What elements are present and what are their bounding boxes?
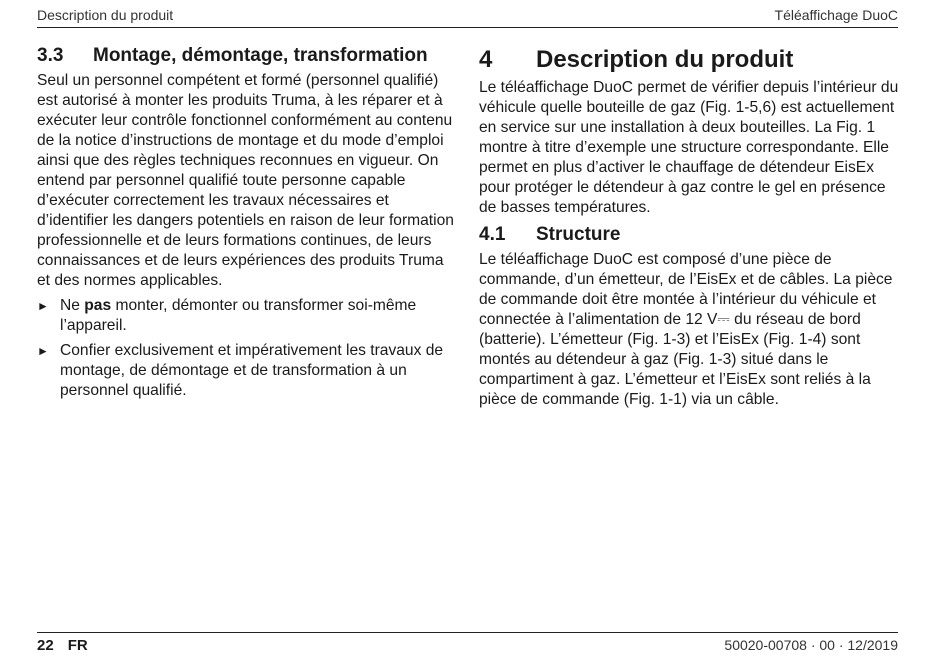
footer-rule	[37, 632, 898, 633]
right-column	[479, 45, 901, 410]
chapter-paragraph: Le téléaffichage DuoC permet de vérifier depuis l’intérieur du véhicule quelle bouteille de gaz (Fig. 1-5,6) est actuellement en service sur une installation à deux bouteilles. La Fig. 1 montre à titre d’exemple une structure correspondante. Elle permet en plus d’activer le chauffage de détendeur EisEx pour protéger le détendeur à gaz contre le gel en présence de basses températures.	[479, 79, 899, 216]
bullet-arrow-icon: ►	[37, 344, 49, 358]
running-header-right: Téléaffichage DuoC	[774, 7, 898, 23]
section-paragraph: Seul un personnel compétent et formé (personnel qualifié) est autorisé à monter les produits Truma, à les réparer et à exécuter leur contrôle fonctionnel conformément au contenu de la notice d’instructions de montage et du mode d’emploi ainsi que des règles techniques reconnues en vigueur. On entend par personnel qualifié toute personne capable d’exécuter correctement les travaux nécessaires et d’identifier les dangers potentiels en raison de leur formation professionnelle et de leurs formations continues, de leurs connaissances et de leurs expériences des produits Truma et des normes applicables.	[37, 72, 454, 289]
chapter-heading-4	[479, 45, 901, 75]
bullet-item-2	[37, 341, 457, 401]
header-rule	[37, 27, 898, 28]
page-number: 22	[37, 637, 54, 654]
language-code: FR	[67, 637, 88, 654]
section-heading-4-1	[479, 224, 901, 246]
chapter-number: 4	[479, 46, 493, 73]
bullet-text: Ne pas monter, démonter ou transformer soi-même l’appareil.	[60, 297, 417, 334]
section-number: 3.3	[37, 45, 64, 66]
bullet-text: Confier exclusivement et impérativement les travaux de montage, de démontage et de transformation à un personnel qualifié.	[60, 342, 444, 399]
bullet-arrow-icon: ►	[37, 299, 49, 313]
footer-page-info	[37, 637, 102, 654]
running-header-left: Description du produit	[37, 7, 174, 23]
section-title: Structure	[536, 224, 621, 245]
section-heading-3-3	[37, 45, 457, 67]
section-title: Montage, démontage, transformation	[93, 45, 428, 66]
section-paragraph: Le téléaffichage DuoC est composé d’une pièce de commande, d’un émetteur, de l’EisEx et de câbles. La pièce de commande doit être montée à l’intérieur du véhicule et connectée à l’alimentation de 12 V⎓ du réseau de bord (batterie). L’émetteur (Fig. 1-3) et l’EisEx (Fig. 1-4) sont montés au détendeur à gaz (Fig. 1-3) situé dans le compartiment à gaz. L’émetteur et l’EisEx sont reliés à la pièce de commande (Fig. 1-1) via un câble.	[479, 251, 893, 408]
bullet-item-1	[37, 296, 457, 336]
chapter-title: Description du produit	[536, 46, 794, 73]
left-column	[37, 45, 457, 401]
emphasis-text: pas	[84, 297, 112, 314]
section-number: 4.1	[479, 224, 506, 245]
document-reference: 50020-00708 · 00 · 12/2019	[724, 637, 898, 653]
